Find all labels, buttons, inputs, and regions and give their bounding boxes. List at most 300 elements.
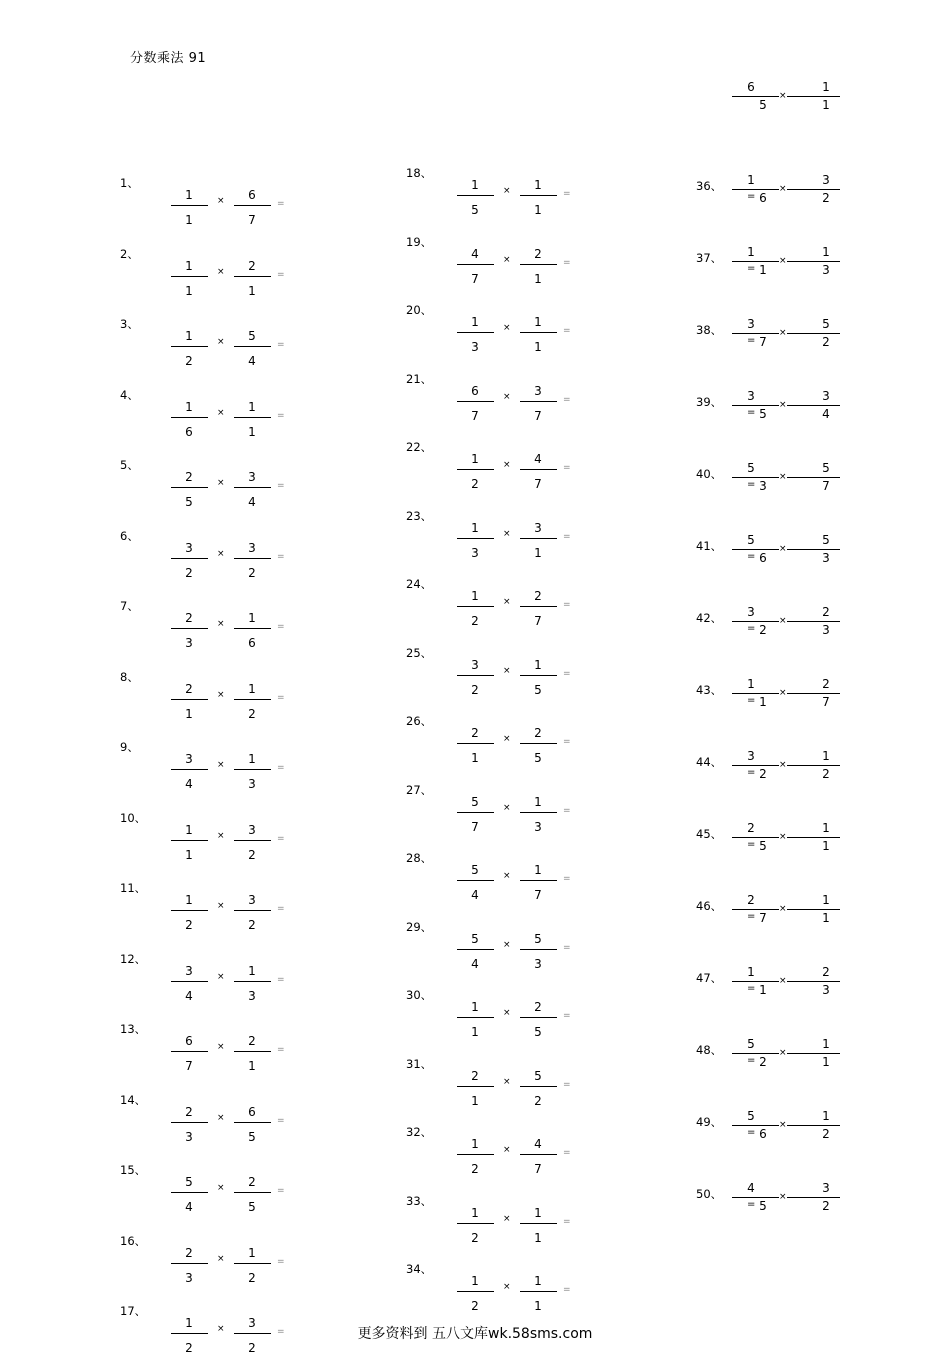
fraction-bar-2 [787, 261, 840, 262]
equals-sign: = [277, 1186, 285, 1196]
fraction-bar-2 [520, 401, 557, 402]
numerator-2: 6 [248, 1104, 256, 1119]
fraction-bar-1 [171, 487, 208, 488]
numerator-1: 3 [747, 749, 755, 763]
fraction-bar-2 [234, 276, 271, 277]
fraction-bar-1 [457, 949, 494, 950]
fraction-bar-1 [457, 812, 494, 813]
numerator-1: 1 [185, 258, 193, 273]
numerator-2: 2 [822, 677, 830, 691]
times-sign: × [779, 400, 787, 410]
denominator-1: 7 [471, 819, 479, 834]
numerator-2: 1 [534, 863, 542, 877]
denominator-1: 3 [471, 340, 479, 354]
denominator-2: 2 [248, 847, 256, 862]
fraction-bar-1 [171, 840, 208, 841]
times-sign: × [503, 1282, 511, 1292]
denominator-2: 5 [248, 1129, 256, 1144]
problem-number: 12、 [120, 951, 147, 966]
denominator-1: 2 [471, 614, 479, 628]
problem-number: 33、 [406, 1193, 433, 1208]
numerator-1: 5 [471, 931, 479, 946]
denominator-1: 2 [759, 767, 767, 781]
fraction-bar-1 [171, 417, 208, 418]
numerator-2: 2 [534, 1000, 542, 1014]
equals-sign: = [563, 668, 571, 679]
denominator-1: 2 [471, 682, 479, 697]
denominator-2: 2 [248, 565, 256, 580]
fraction-bar-2 [520, 743, 557, 744]
numerator-1: 5 [747, 533, 755, 547]
fraction-bar-1 [732, 96, 779, 97]
equals-sign: = [277, 269, 285, 280]
fraction-bar-2 [520, 1086, 557, 1087]
denominator-2: 3 [822, 551, 830, 565]
numerator-1: 1 [185, 188, 193, 202]
denominator-2: 4 [248, 495, 256, 509]
numerator-1: 1 [471, 1000, 479, 1014]
numerator-2: 2 [248, 1175, 256, 1189]
fraction-bar-2 [520, 880, 557, 881]
problem-number: 44、 [696, 755, 723, 769]
equals-sign: = [277, 974, 285, 985]
denominator-1: 6 [185, 424, 193, 439]
numerator-2: 3 [248, 822, 256, 837]
numerator-1: 3 [185, 540, 193, 555]
times-sign: × [503, 186, 511, 196]
denominator-1: 5 [759, 407, 767, 421]
denominator-1: 6 [759, 191, 767, 205]
times-sign: × [779, 976, 787, 986]
denominator-1: 1 [759, 263, 767, 277]
fraction-bar-2 [787, 909, 840, 910]
numerator-2: 5 [534, 931, 542, 946]
denominator-2: 1 [534, 1230, 542, 1245]
fraction-bar-2 [520, 675, 557, 676]
fraction-bar-2 [787, 1197, 840, 1198]
equals-sign: = [747, 695, 756, 706]
equals-sign: = [563, 463, 571, 473]
equals-sign: = [563, 189, 571, 199]
fraction-bar-1 [457, 1223, 494, 1224]
denominator-2: 5 [248, 1200, 256, 1214]
times-sign: × [503, 391, 511, 402]
equals-sign: = [563, 805, 571, 816]
fraction-bar-2 [520, 264, 557, 265]
fraction-bar-2 [520, 812, 557, 813]
problem-number: 42、 [696, 611, 723, 625]
fraction-bar-1 [732, 693, 779, 694]
numerator-1: 1 [185, 399, 193, 414]
equals-sign: = [277, 340, 285, 350]
numerator-1: 1 [185, 1316, 193, 1330]
equals-sign: = [747, 1199, 756, 1210]
equals-sign: = [563, 942, 571, 953]
fraction-bar-2 [520, 538, 557, 539]
denominator-1: 3 [185, 1270, 193, 1285]
equals-sign: = [563, 326, 571, 336]
times-sign: × [779, 688, 787, 698]
fraction-bar-2 [520, 606, 557, 607]
times-sign: × [217, 1183, 225, 1193]
denominator-2: 5 [534, 682, 542, 697]
numerator-1: 5 [747, 461, 755, 475]
fraction-bar-2 [787, 981, 840, 982]
denominator-2: 2 [248, 918, 256, 932]
equals-sign: = [747, 767, 756, 778]
fraction-bar-1 [732, 837, 779, 838]
problem-number: 37、 [696, 251, 723, 265]
numerator-2: 3 [248, 893, 256, 907]
numerator-1: 1 [471, 178, 479, 192]
denominator-1: 1 [185, 213, 193, 227]
fraction-bar-1 [732, 765, 779, 766]
fraction-bar-2 [234, 910, 271, 911]
denominator-2: 2 [248, 1270, 256, 1285]
denominator-1: 5 [759, 1199, 767, 1213]
denominator-1: 7 [471, 408, 479, 423]
equals-sign: = [277, 763, 285, 773]
numerator-1: 2 [185, 1245, 193, 1260]
fraction-bar-2 [234, 840, 271, 841]
numerator-1: 1 [471, 520, 479, 535]
numerator-2: 2 [534, 726, 542, 740]
numerator-1: 2 [185, 470, 193, 484]
numerator-2: 5 [822, 461, 830, 475]
times-sign: × [779, 904, 787, 914]
fraction-bar-2 [234, 1263, 271, 1264]
fraction-bar-1 [171, 558, 208, 559]
denominator-2: 7 [248, 213, 256, 227]
fraction-bar-1 [171, 769, 208, 770]
times-sign: × [217, 266, 225, 277]
numerator-1: 1 [471, 589, 479, 603]
equals-sign: = [563, 874, 571, 884]
times-sign: × [779, 1192, 787, 1202]
numerator-2: 6 [248, 188, 256, 202]
fraction-bar-2 [234, 558, 271, 559]
numerator-1: 1 [747, 965, 755, 979]
problem-number: 29、 [406, 919, 433, 934]
numerator-1: 1 [471, 1137, 479, 1151]
numerator-1: 5 [747, 1037, 755, 1051]
problem-number: 4、 [120, 387, 139, 402]
numerator-2: 3 [822, 1181, 830, 1195]
numerator-1: 2 [747, 821, 755, 835]
problem-number: 26、 [406, 714, 433, 728]
equals-sign: = [563, 600, 571, 610]
denominator-2: 3 [248, 988, 256, 1003]
denominator-2: 1 [534, 340, 542, 354]
denominator-1: 4 [185, 1200, 193, 1214]
numerator-2: 5 [534, 1068, 542, 1083]
times-sign: × [779, 1048, 787, 1058]
times-sign: × [503, 323, 511, 333]
fraction-bar-1 [457, 469, 494, 470]
problem-number: 2、 [120, 246, 139, 261]
denominator-2: 1 [534, 1299, 542, 1313]
footer-watermark: 更多资料到 五八文库wk.58sms.com [357, 1326, 593, 1342]
denominator-2: 1 [534, 271, 542, 286]
times-sign: × [217, 760, 225, 770]
times-sign: × [217, 1112, 225, 1123]
numerator-1: 5 [747, 1109, 755, 1123]
numerator-1: 1 [185, 329, 193, 343]
denominator-2: 4 [822, 407, 830, 421]
denominator-2: 2 [822, 1127, 830, 1141]
fraction-bar-2 [787, 837, 840, 838]
equals-sign: = [277, 410, 285, 421]
denominator-2: 5 [534, 1025, 542, 1039]
denominator-1: 5 [759, 98, 767, 112]
problem-number: 38、 [696, 323, 723, 337]
fraction-bar-1 [732, 549, 779, 550]
fraction-bar-1 [732, 1197, 779, 1198]
denominator-1: 5 [759, 839, 767, 853]
fraction-bar-2 [787, 621, 840, 622]
numerator-2: 3 [248, 1316, 256, 1330]
times-sign: × [779, 91, 787, 101]
denominator-1: 1 [759, 983, 767, 997]
denominator-1: 1 [759, 695, 767, 709]
problem-number: 30、 [406, 988, 433, 1002]
denominator-1: 4 [185, 988, 193, 1003]
numerator-2: 1 [248, 963, 256, 978]
denominator-1: 1 [185, 847, 193, 862]
denominator-1: 3 [185, 1129, 193, 1144]
times-sign: × [217, 337, 225, 347]
fraction-bar-1 [457, 195, 494, 196]
fraction-bar-1 [171, 699, 208, 700]
fraction-bar-1 [732, 261, 779, 262]
equals-sign: = [747, 623, 756, 634]
equals-sign: = [563, 1148, 571, 1158]
numerator-2: 1 [248, 681, 256, 696]
fraction-bar-1 [171, 628, 208, 629]
numerator-2: 1 [822, 1037, 830, 1051]
denominator-1: 2 [185, 1341, 193, 1355]
numerator-1: 5 [471, 794, 479, 809]
times-sign: × [503, 871, 511, 881]
denominator-1: 2 [185, 565, 193, 580]
problem-number: 39、 [696, 395, 723, 409]
problem-number: 11、 [120, 881, 147, 895]
times-sign: × [217, 971, 225, 982]
denominator-2: 3 [248, 777, 256, 791]
numerator-2: 2 [822, 965, 830, 979]
numerator-1: 2 [185, 611, 193, 625]
problem-number: 49、 [696, 1115, 723, 1129]
denominator-1: 2 [185, 354, 193, 368]
numerator-2: 1 [248, 752, 256, 766]
fraction-bar-1 [457, 332, 494, 333]
equals-sign: = [563, 531, 571, 542]
denominator-1: 1 [471, 1093, 479, 1108]
denominator-2: 1 [822, 1055, 830, 1069]
problem-number: 48、 [696, 1043, 723, 1057]
numerator-2: 2 [534, 589, 542, 603]
denominator-1: 7 [759, 911, 767, 925]
numerator-2: 1 [822, 821, 830, 835]
problem-number: 21、 [406, 371, 433, 386]
fraction-bar-1 [732, 1053, 779, 1054]
equals-sign: = [563, 257, 571, 268]
fraction-bar-1 [732, 477, 779, 478]
numerator-1: 1 [185, 822, 193, 837]
problem-number: 15、 [120, 1163, 147, 1177]
fraction-bar-1 [457, 401, 494, 402]
denominator-2: 2 [534, 1093, 542, 1108]
times-sign: × [779, 472, 787, 482]
times-sign: × [779, 256, 787, 266]
problem-number: 7、 [120, 599, 139, 613]
fraction-bar-2 [787, 405, 840, 406]
denominator-2: 7 [534, 888, 542, 902]
numerator-1: 6 [471, 383, 479, 398]
numerator-1: 3 [747, 317, 755, 331]
numerator-1: 3 [747, 605, 755, 619]
times-sign: × [503, 528, 511, 539]
problem-number: 5、 [120, 458, 139, 472]
numerator-2: 5 [248, 329, 256, 343]
fraction-bar-2 [520, 332, 557, 333]
numerator-2: 3 [534, 383, 542, 398]
numerator-1: 6 [747, 80, 755, 94]
times-sign: × [779, 616, 787, 626]
numerator-2: 4 [534, 452, 542, 466]
times-sign: × [217, 407, 225, 418]
fraction-bar-1 [171, 1122, 208, 1123]
denominator-1: 2 [471, 1299, 479, 1313]
equals-sign: = [747, 1055, 756, 1066]
fraction-bar-2 [787, 1125, 840, 1126]
numerator-2: 1 [822, 749, 830, 763]
problem-number: 18、 [406, 166, 433, 180]
numerator-1: 2 [471, 1068, 479, 1083]
problem-number: 34、 [406, 1262, 433, 1276]
denominator-2: 7 [534, 477, 542, 491]
fraction-bar-2 [234, 699, 271, 700]
fraction-bar-2 [520, 1223, 557, 1224]
numerator-1: 4 [471, 246, 479, 261]
denominator-1: 2 [471, 1230, 479, 1245]
numerator-1: 1 [471, 1274, 479, 1288]
numerator-2: 1 [822, 80, 830, 94]
denominator-2: 2 [822, 1199, 830, 1213]
times-sign: × [503, 1213, 511, 1224]
denominator-1: 4 [471, 888, 479, 902]
times-sign: × [503, 802, 511, 813]
times-sign: × [779, 544, 787, 554]
numerator-1: 3 [185, 752, 193, 766]
problem-number: 3、 [120, 317, 139, 331]
numerator-2: 3 [822, 173, 830, 187]
denominator-2: 7 [534, 408, 542, 423]
fraction-bar-2 [234, 205, 271, 206]
fraction-bar-1 [457, 538, 494, 539]
denominator-2: 7 [822, 479, 830, 493]
problem-number: 41、 [696, 539, 723, 553]
denominator-2: 1 [822, 839, 830, 853]
fraction-bar-1 [171, 910, 208, 911]
numerator-2: 1 [822, 893, 830, 907]
equals-sign: = [747, 407, 756, 418]
numerator-2: 1 [534, 657, 542, 672]
numerator-2: 2 [248, 258, 256, 273]
denominator-1: 2 [471, 477, 479, 491]
denominator-2: 1 [248, 1059, 256, 1073]
equals-sign: = [747, 911, 756, 922]
denominator-2: 6 [248, 636, 256, 650]
times-sign: × [217, 901, 225, 911]
denominator-2: 1 [248, 424, 256, 439]
numerator-2: 3 [248, 470, 256, 484]
fraction-bar-2 [787, 693, 840, 694]
numerator-2: 3 [534, 520, 542, 535]
numerator-2: 4 [534, 1137, 542, 1151]
numerator-2: 1 [534, 1274, 542, 1288]
denominator-1: 1 [471, 1025, 479, 1039]
numerator-2: 5 [822, 533, 830, 547]
denominator-1: 1 [185, 706, 193, 721]
numerator-2: 1 [534, 178, 542, 192]
fraction-bar-1 [732, 333, 779, 334]
numerator-2: 1 [248, 1245, 256, 1260]
fraction-bar-2 [787, 1053, 840, 1054]
fraction-bar-1 [171, 1192, 208, 1193]
problem-number: 22、 [406, 440, 433, 454]
fraction-bar-2 [787, 549, 840, 550]
fraction-bar-1 [457, 1086, 494, 1087]
problem-number: 9、 [120, 740, 139, 754]
fraction-bar-1 [732, 909, 779, 910]
equals-sign: = [277, 904, 285, 914]
problem-number: 6、 [120, 528, 139, 543]
denominator-1: 5 [185, 495, 193, 509]
fraction-bar-2 [234, 1122, 271, 1123]
fraction-bar-2 [234, 346, 271, 347]
times-sign: × [217, 1324, 225, 1334]
denominator-2: 3 [534, 956, 542, 971]
denominator-2: 7 [822, 695, 830, 709]
equals-sign: = [747, 551, 756, 562]
denominator-1: 5 [471, 203, 479, 217]
numerator-2: 2 [822, 605, 830, 619]
numerator-2: 5 [822, 317, 830, 331]
equals-sign: = [747, 839, 756, 850]
denominator-2: 3 [822, 983, 830, 997]
problem-number: 43、 [696, 683, 723, 697]
fraction-bar-2 [787, 96, 840, 97]
equals-sign: = [277, 1115, 285, 1126]
times-sign: × [779, 1120, 787, 1130]
numerator-1: 1 [471, 452, 479, 466]
problem-number: 32、 [406, 1125, 433, 1139]
equals-sign: = [747, 335, 756, 346]
times-sign: × [217, 478, 225, 488]
denominator-1: 1 [471, 751, 479, 765]
denominator-1: 7 [471, 271, 479, 286]
numerator-2: 1 [534, 315, 542, 329]
problem-number: 50、 [696, 1187, 723, 1201]
denominator-1: 3 [759, 479, 767, 493]
fraction-bar-1 [171, 276, 208, 277]
fraction-bar-1 [457, 1017, 494, 1018]
times-sign: × [217, 619, 225, 629]
times-sign: × [217, 830, 225, 841]
numerator-2: 2 [534, 246, 542, 261]
times-sign: × [779, 184, 787, 194]
